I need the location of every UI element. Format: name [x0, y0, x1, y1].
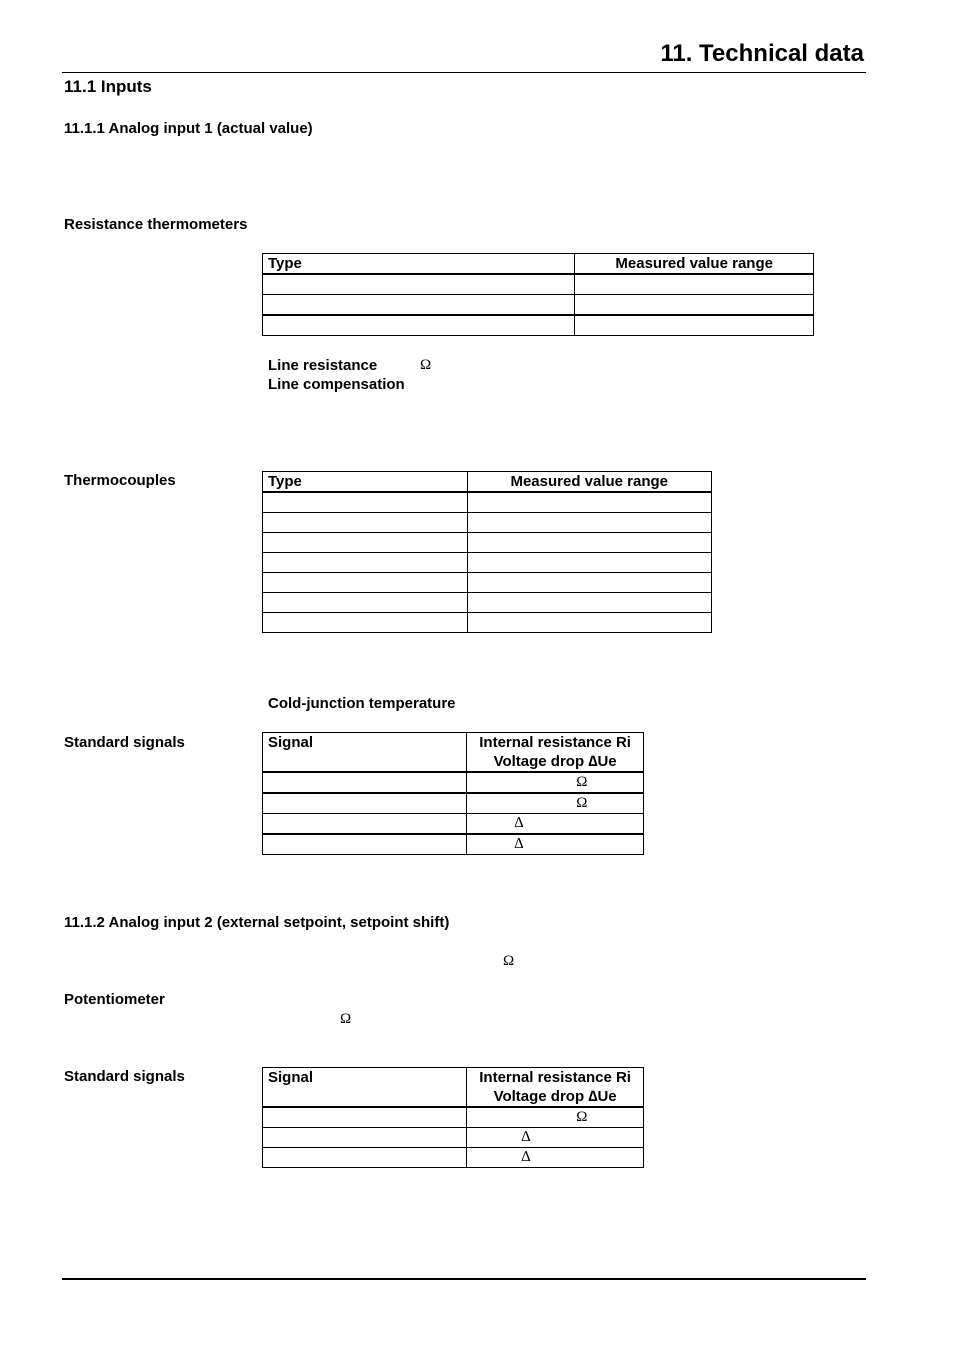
- table-row: [263, 513, 712, 533]
- potentiometer-label: Potentiometer: [64, 991, 165, 1008]
- line-resistance-label: Line resistance: [268, 357, 378, 374]
- analog-input-1-title: 11.1.1 Analog input 1 (actual value): [64, 120, 313, 137]
- standard-signals-table-1: [262, 732, 644, 855]
- table-row: [263, 492, 712, 513]
- table-row: [263, 1148, 644, 1168]
- table-row: [263, 573, 712, 593]
- std1-row-4-symbol: ∆: [467, 834, 644, 855]
- std2-col-ri: [467, 1068, 644, 1108]
- table-row: [263, 553, 712, 573]
- section-title: 11.1 Inputs: [64, 77, 152, 96]
- standard-signals-table-2: [262, 1067, 644, 1168]
- footer-rule: [62, 1278, 866, 1280]
- std1-col-ri: [467, 733, 644, 773]
- table-row: [263, 1107, 644, 1128]
- std2-col-ri-line2: Voltage drop ∆Ue: [493, 1088, 617, 1105]
- cold-junction-label: Cold-junction temperature: [268, 695, 456, 712]
- table-row: [263, 274, 814, 295]
- rtd-col-range: Measured value range: [575, 254, 814, 275]
- analog-input-2-title: 11.1.2 Analog input 2 (external setpoint, setpoint shift): [64, 914, 450, 931]
- table-row: [263, 834, 644, 855]
- table-row: [263, 315, 814, 336]
- standard-signals-label-2: Standard signals: [64, 1068, 185, 1085]
- table-row: [263, 533, 712, 553]
- table-row: [263, 613, 712, 633]
- std2-row-3-symbol: ∆: [467, 1148, 644, 1168]
- table-row: [263, 1128, 644, 1148]
- ohm-symbol: Ω: [340, 1011, 352, 1027]
- std1-row-1-symbol: Ω: [467, 772, 644, 793]
- table-row: [263, 772, 644, 793]
- table-row: [263, 793, 644, 814]
- ohm-symbol: Ω: [420, 357, 432, 373]
- std1-col-signal: Signal: [263, 733, 467, 773]
- thermocouple-table: [262, 471, 712, 633]
- ohm-symbol: Ω: [503, 953, 515, 969]
- standard-signals-label-1: Standard signals: [64, 734, 185, 751]
- table-row: [263, 814, 644, 835]
- header-rule: [62, 72, 866, 73]
- chapter-title: 11. Technical data: [660, 40, 864, 67]
- std2-col-ri-line1: Internal resistance Ri: [479, 1069, 631, 1086]
- std1-col-ri-line1: Internal resistance Ri: [479, 734, 631, 751]
- rtd-label: Resistance thermometers: [64, 216, 248, 233]
- tc-col-range: Measured value range: [467, 472, 712, 493]
- std1-row-2-symbol: Ω: [467, 793, 644, 814]
- line-compensation-label: Line compensation: [268, 376, 405, 393]
- std1-col-ri-line2: Voltage drop ∆Ue: [493, 753, 617, 770]
- table-header-row: [263, 733, 644, 773]
- thermocouples-label: Thermocouples: [64, 472, 176, 489]
- std2-row-1-symbol: Ω: [467, 1107, 644, 1128]
- table-row: [263, 295, 814, 316]
- table-header-row: [263, 254, 814, 275]
- std2-col-signal: Signal: [263, 1068, 467, 1108]
- tc-col-type: Type: [263, 472, 468, 493]
- table-header-row: [263, 1068, 644, 1108]
- rtd-table: [262, 253, 814, 336]
- std2-row-2-symbol: ∆: [467, 1128, 644, 1148]
- std1-row-3-symbol: ∆: [467, 814, 644, 835]
- table-row: [263, 593, 712, 613]
- table-header-row: [263, 472, 712, 493]
- rtd-col-type: Type: [263, 254, 575, 275]
